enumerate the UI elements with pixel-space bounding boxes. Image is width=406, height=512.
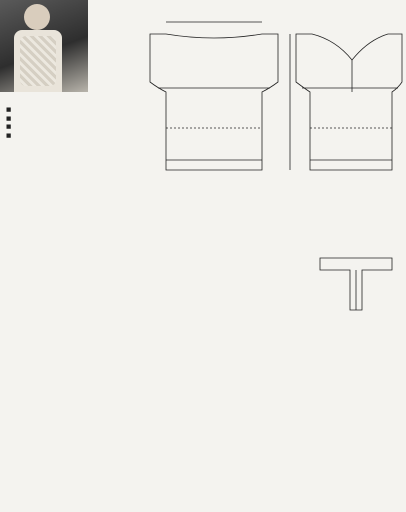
front-body-schematic: [296, 34, 402, 170]
back-outline: [150, 34, 278, 170]
back-body-schematic: [150, 22, 290, 170]
collar-diagram: [320, 258, 392, 310]
front-outline: [296, 34, 402, 170]
